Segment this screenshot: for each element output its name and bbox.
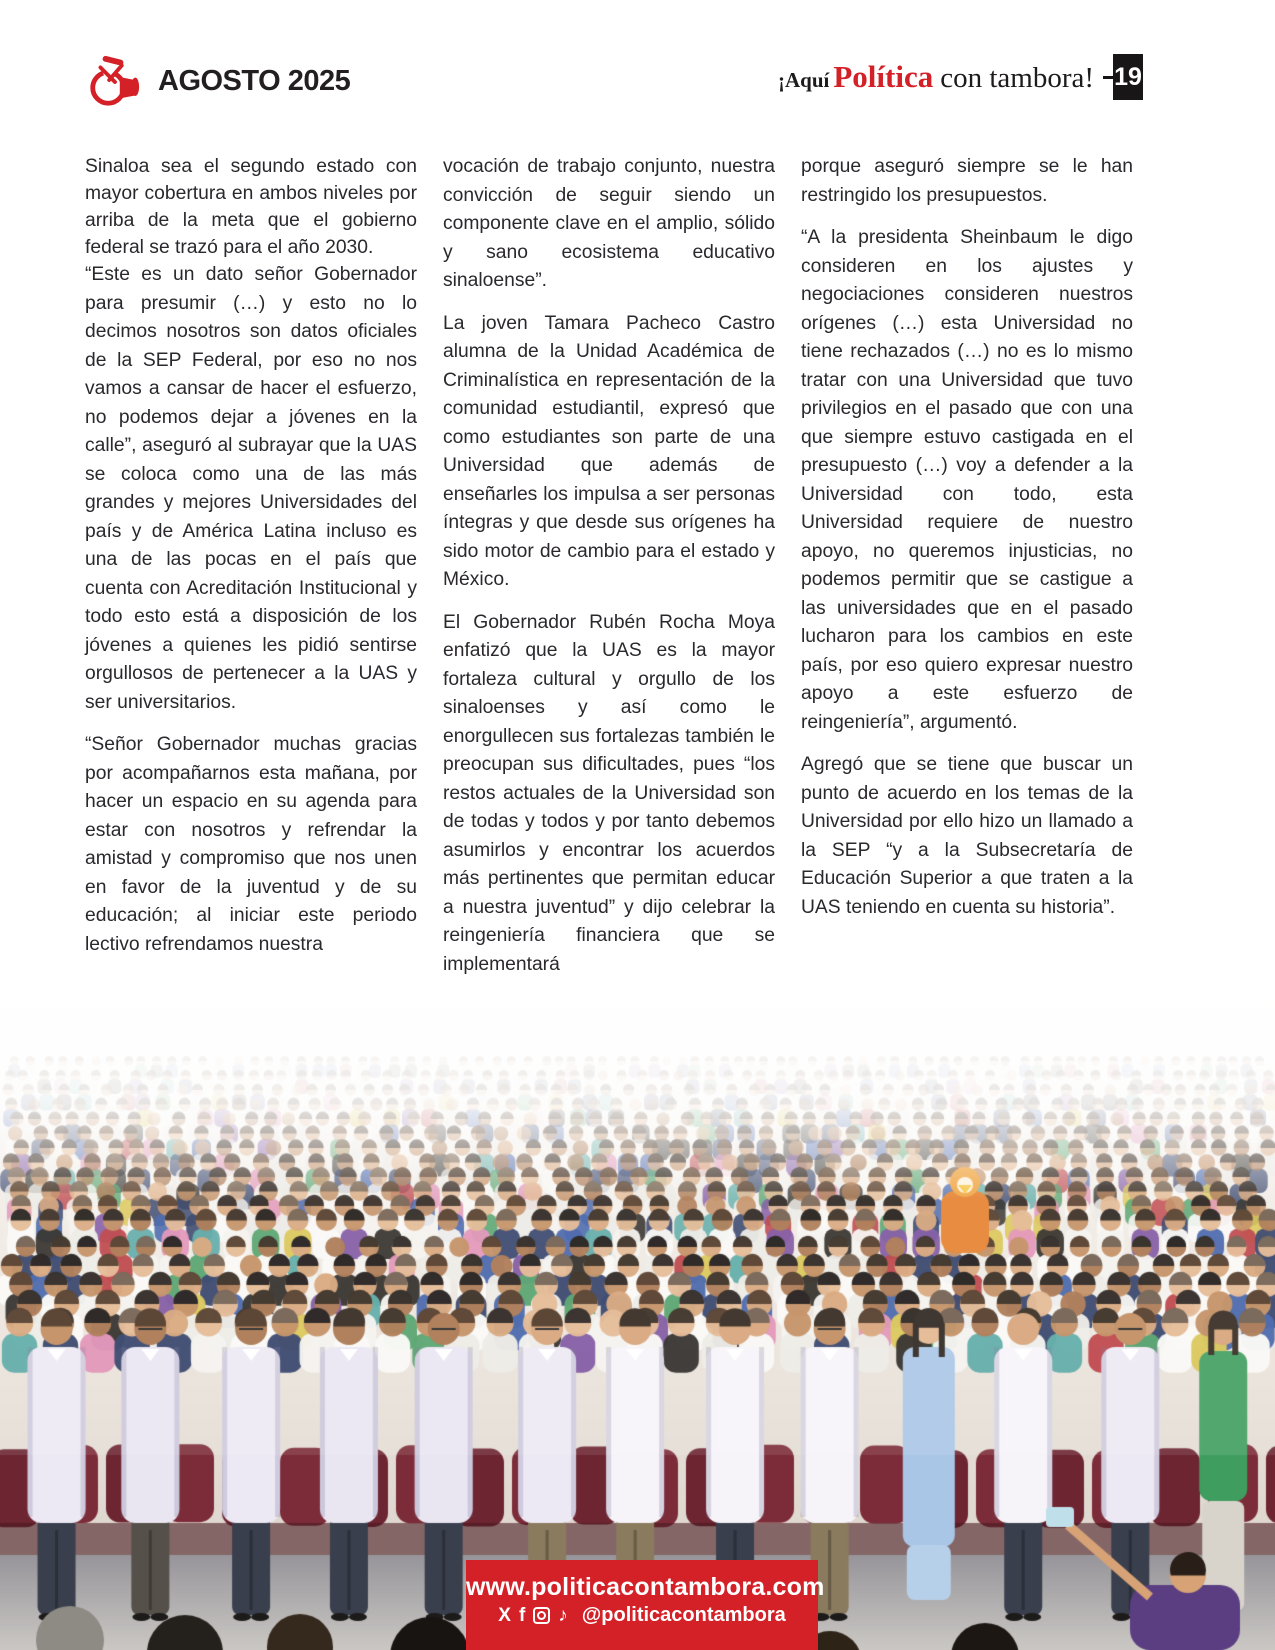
paragraph: Agregó que se tiene que buscar un punto de acuerdo en los temas de la Universidad por ello hizo un llamado a la SEP “y a la Subsecretaría de Educación Superior a que traten a la UAS teniendo en cuenta su historia”. — [801, 754, 1133, 918]
masthead — [778, 59, 1094, 95]
tambora-drum-logo-icon — [83, 52, 145, 110]
page-header-left — [83, 52, 350, 110]
issue-date: AGOSTO 2025 — [158, 64, 351, 97]
paragraph: “Señor Gobernador muchas gracias por acompañarnos esta mañana, por hacer un espacio en su agenda para estar con nosotros y refrendar la amistad y compromiso que nos unen en favor de la juventud y de su educación; al iniciar este periodo lectivo refrendamos nuestra — [85, 734, 417, 955]
footer-banner — [466, 1560, 825, 1650]
x-icon: X — [498, 1605, 511, 1626]
tiktok-icon: ♪ — [558, 1605, 568, 1626]
masthead-brand: Política — [833, 59, 934, 94]
article-column-1 — [85, 153, 417, 993]
article-column-3 — [801, 153, 1133, 993]
crowd-photo — [0, 985, 1275, 1650]
masthead-prefix: ¡Aquí — [778, 68, 830, 92]
page-header-right — [778, 52, 1143, 102]
paragraph: “Este es un dato señor Gobernador para presumir (…) y esto no lo decimos nosotros son datos oficiales de la SEP Federal, por eso no nos vamos a cansar de hacer el esfuerzo, no podemos dejar a jóvenes en la calle”, aseguró al subrayar que la UAS se coloca como una de las más grandes y mejores Universidades del país y de América Latina incluso es una de las pocas en el país que cuenta con Acreditación Institucional y todo esto está a disposición de los jóvenes a quienes les pidió sentirse orgullosos de pertenecer a la UAS y ser universitarios. — [85, 264, 417, 713]
article-body — [85, 153, 1133, 993]
article-column-2 — [443, 153, 775, 993]
paragraph: vocación de trabajo conjunto, nuestra convicción de seguir siendo un componente clave en el amplio, sólido y sano ecosistema educativo sinaloense”. — [443, 156, 775, 291]
paragraph: La joven Tamara Pacheco Castro alumna de la Unidad Académica de Criminalística en representación de la comunidad estudiantil, expresó que como estudiantes son parte de una Universidad que además de enseñarles los impulsa a ser personas íntegras y que desde sus orígenes ha sido motor de cambio para el estado y México. — [443, 312, 775, 590]
masthead-suffix: con tambora! — [940, 62, 1095, 94]
social-icons-row — [466, 1604, 818, 1627]
crowd-photo-canvas — [0, 985, 1275, 1650]
social-handle: @politicacontambora — [581, 1604, 786, 1626]
paragraph: Sinaloa sea el segundo estado con mayor cobertura en ambos niveles por arriba de la meta que el gobierno federal se trazó para el año 2030. — [85, 156, 417, 258]
paragraph: porque aseguró siempre se le han restringido los presupuestos. — [801, 156, 1133, 206]
page-number: 19 — [1113, 54, 1143, 100]
facebook-icon: f — [518, 1605, 526, 1626]
instagram-icon — [533, 1607, 550, 1624]
header-rule — [1103, 76, 1113, 79]
website-url: www.politicacontambora.com — [466, 1573, 825, 1601]
paragraph: El Gobernador Rubén Rocha Moya enfatizó que la UAS es la mayor fortaleza cultural y orgullo de los sinaloenses y así como le enorgullecen sus fortalezas también le preocupan sus dificultades, pues “los restos actuales de la Universidad son de todas y todos y por tanto debemos asumirlos y encontrar los acuerdos más pertinentes que permitan educar a nuestra juventud” y dijo celebrar la reingeniería financiera que se implementará — [443, 611, 775, 975]
paragraph: “A la presidenta Sheinbaum le digo consideren en los ajustes y negociaciones consideren nuestros orígenes (…) esta Universidad no tiene rechazados (…) no es lo mismo tratar con una Universidad que tuvo privilegios en el pasado que con una que siempre estuvo castigada en el presupuesto (…) voy a defender a la Universidad con todo, esta Universidad requiere de nuestro apoyo, no queremos injusticias, no podemos permitir que se castigue a las universidades que en el pasado lucharon para los cambios en este país, por eso quiero expresar nuestro apoyo a este esfuerzo de reingeniería”, argumentó. — [801, 227, 1133, 733]
